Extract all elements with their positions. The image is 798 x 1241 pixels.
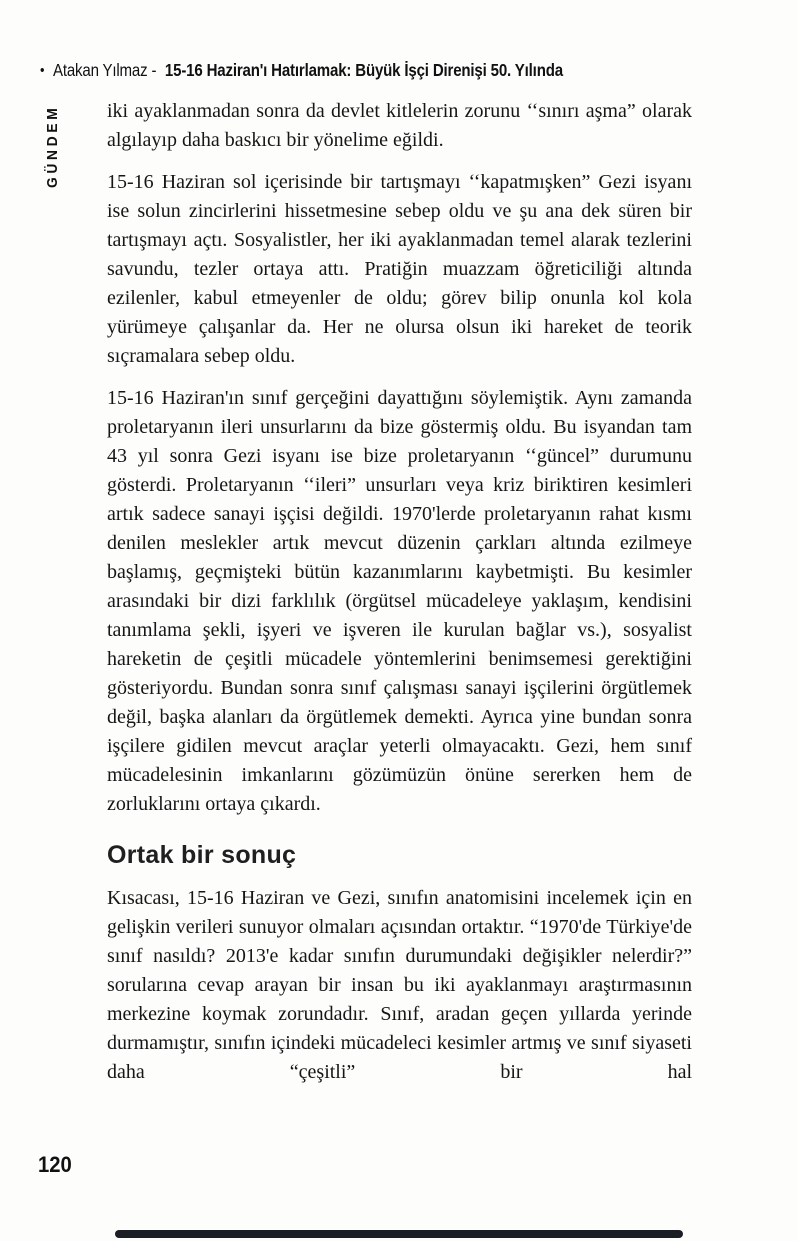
paragraph: 15-16 Haziran'ın sınıf gerçeğini dayattığını söylemiştik. Aynı zamanda proletaryanın ileri unsurlarını da bize göstermiş oldu. Bu isyandan tam 43 yıl sonra Gezi isyanı ise bize proletaryanın ‘‘güncel” durumunu gösterdi. Proletaryanın ‘‘ileri” unsurları veya kriz biriktiren kesimleri artık sadece sanayi işçisi değildi. 1970'lerde proletaryanın rahat kısmı denilen meslekler artık mevcut düzenin çarkları altında ezilmeye başlamış, geçmişteki bütün kazanımlarını kaybetmişti. Bu kesimler arasındaki bir dizi farklılık (örgütsel mücadeleye yaklaşım, kendisini tanımlama şekli, işyeri ve işveren ile kurulan bağlar vs.), sosyalist hareketin de çeşitli mücadele yöntemlerini benimsemesi gerektiğini gösteriyordu. Bundan sonra sınıf çalışması sanayi işçilerini örgütlemek değil, başka alanları da örgütlemek demekti. Ayrıca yine bundan sonra işçilere gidilen mevcut araçlar yeterli olmayacaktı. Gezi, hem sınıf mücadelesinin imkanlarını gözümüzün önüne sererken hem de zorluklarını ortaya çıkardı. <box>107 387 692 815</box>
paragraph: iki ayaklanmadan sonra da devlet kitlelerin zorunu ‘‘sınırı aşma” olarak algılayıp daha baskıcı bir yönelime eğildi. <box>107 100 692 151</box>
home-indicator-bar <box>115 1230 683 1238</box>
paragraph: 15-16 Haziran sol içerisinde bir tartışmayı ‘‘kapatmışken” Gezi isyanı ise solun zincirlerini hissetmesine sebep oldu ve şu ana dek süren bir tartışmayı açtı. Sosyalistler, her iki ayaklanmadan temel alarak tezlerini savundu, tezler ortaya attı. Pratiğin muazzam öğreticiliği altında ezilenler, kabul etmeyenler de oldu; görev bilip onunla kol kola yürümeye çalışanlar da. Her ne olursa olsun iki hareket de teorik sıçramalara sebep oldu. <box>107 171 692 367</box>
section-heading: Ortak bir sonuç <box>107 841 297 869</box>
vertical-section-label: GÜNDEM <box>44 104 61 188</box>
bullet-icon: • <box>40 62 45 79</box>
article-body <box>107 97 692 1087</box>
header-author: Atakan Yılmaz - <box>52 60 157 80</box>
page-number: 120 <box>38 1152 72 1177</box>
running-header <box>40 60 563 81</box>
paragraph: Kısacası, 15-16 Haziran ve Gezi, sınıfın anatomisini incelemek için en gelişkin verileri sunuyor olmaları açısından ortaktır. “1970'de Türkiye'de sınıf nasıldı? 2013'e kadar sınıfın durumundaki değişikler nelerdir?” sorularına cevap arayan bir insan bu iki ayaklanmayı araştırmasının merkezine koymak zorundadır. Sınıf, aradan geçen yıllarda yerinde durmamıştır, sınıfın içindeki mücadeleci kesimler artmış ve sınıf siyaseti daha “çeşitli” bir hal <box>107 887 692 1083</box>
header-article-title: 15-16 Haziran'ı Hatırlamak: Büyük İşçi Direnişi 50. Yılında <box>164 60 563 80</box>
